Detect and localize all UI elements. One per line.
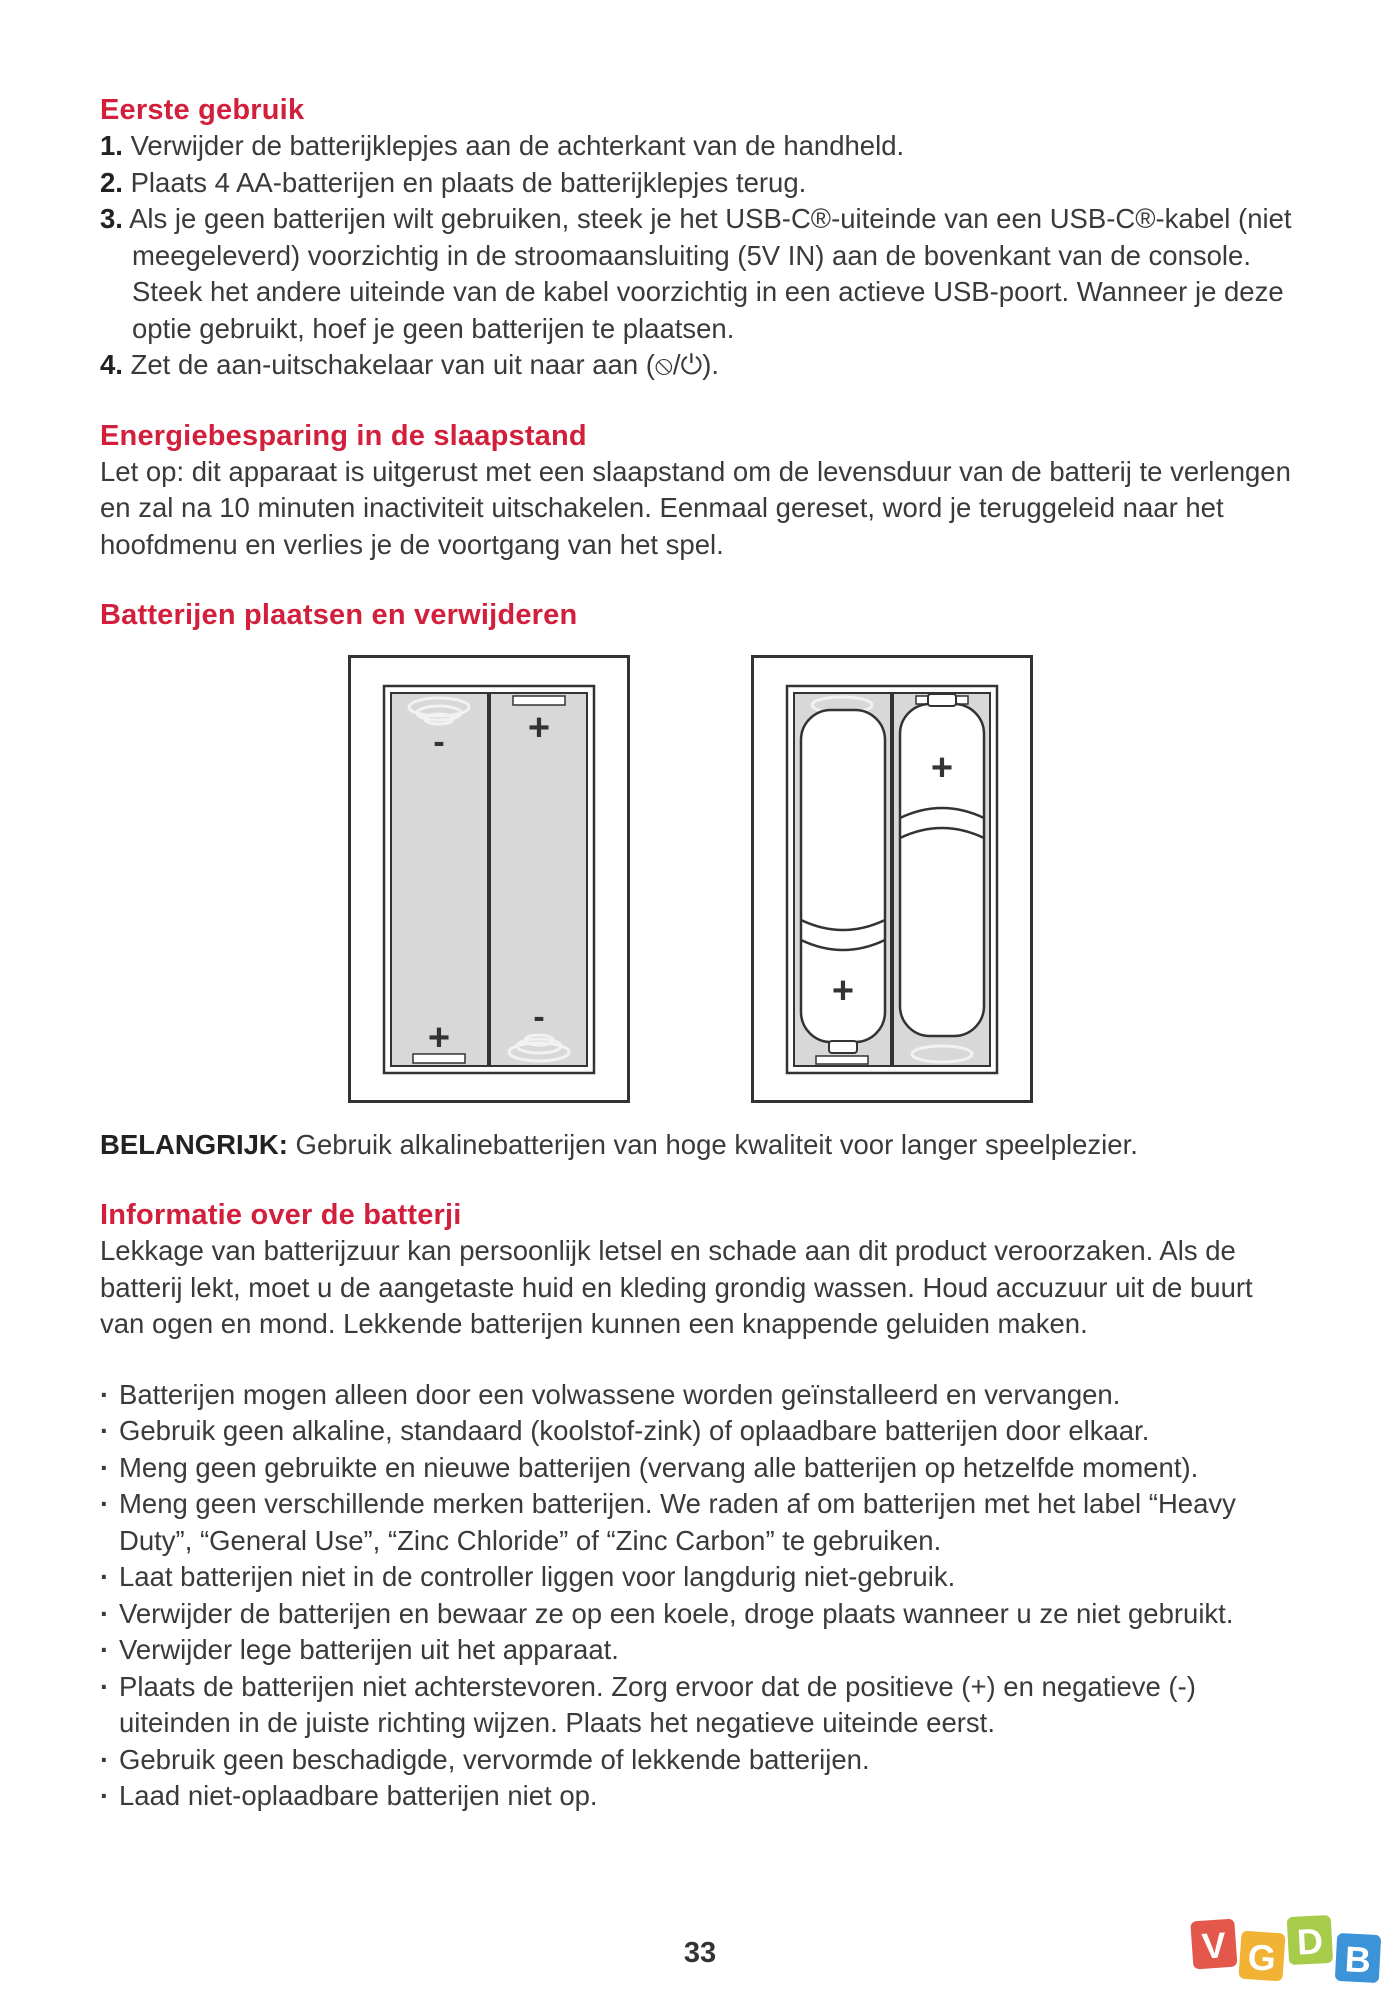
battery-info-text: Lekkage van batterijzuur kan persoonlijk letsel en schade aan dit product veroorzaken. Als de batterij lekt, moet u de aangetaste huid en kleding grondig wassen. Houd accuzuur uit de buurt van ogen en mond. Lekkende batterijen kunnen een knappende geluiden maken. [100,1235,1253,1339]
step-item [100,347,1300,384]
step-number: 4. [100,349,123,380]
heading-first-use: Eerste gebruik [100,94,305,126]
flat-contact [513,696,565,705]
battery-warnings-list [100,1377,1300,1815]
important-text: Gebruik alkalinebatterijen van hoge kwaliteit voor langer speelplezier. [287,1129,1138,1160]
first-use-steps [100,128,1300,384]
svg-text:B: B [1343,1938,1372,1981]
step-item [100,165,1300,202]
step-text: Zet de aan-uitschakelaar van uit naar aan (⦸/⏻). [130,349,720,380]
heading-battery-info: Informatie over de batterji [100,1199,462,1231]
inserted-batteries-figure [751,655,1033,1103]
empty-battery-compartment-figure [348,655,630,1103]
minus-sign: - [433,723,445,761]
plus-sign: + [527,707,551,749]
list-item: · Laat batterijen niet in de controller liggen voor langdurig niet-gebruik. [100,1559,1300,1596]
svg-text:G: G [1246,1936,1278,1979]
list-item: · Verwijder de batterijen en bewaar ze op een koele, droge plaats wanneer u ze niet gebruikt. [100,1596,1300,1633]
step-item [100,201,1300,347]
step-number: 1. [100,130,123,161]
minus-sign: - [533,998,545,1036]
step-text: Als je geen batterijen wilt gebruiken, steek je het USB-C®-uiteinde van een USB-C®-kabel (niet meegeleverd) voorzichtig in de stroomaansluiting (5V IN) aan de bovenkant van de console. Steek het andere uiteinde van de kabel voorzichtig in een actieve USB-poort. Wanneer je deze optie gebruikt, hoef je geen batterijen te plaatsen. [129,203,1292,344]
vgdb-logo [1186,1906,1392,1992]
important-note [100,1127,1300,1163]
step-item [100,128,1300,165]
plus-sign: + [831,970,855,1012]
step-text: Plaats 4 AA-batterijen en plaats de batterijklepjes terug. [130,166,807,198]
inserted-batteries-diagram [754,658,1030,1100]
list-item: · Gebruik geen beschadigde, vervormde of lekkende batterijen. [100,1742,1300,1779]
aa-battery-right [900,694,984,1036]
heading-sleep-mode: Energiebesparing in de slaapstand [100,419,587,452]
list-item: · Verwijder lege batterijen uit het apparaat. [100,1632,1300,1669]
heading-batteries-install: Batterijen plaatsen en verwijderen [100,599,578,631]
list-item: · Laad niet-oplaadbare batterijen niet op. [100,1778,1300,1815]
aa-battery-left [801,710,885,1053]
manual-page [100,92,1300,1815]
empty-compartment-diagram [351,658,627,1100]
svg-text:V: V [1200,1924,1228,1967]
list-item: · Gebruik geen alkaline, standaard (koolstof-zink) of oplaadbare batterijen door elkaar. [100,1413,1300,1450]
important-label: BELANGRIJK: [100,1129,288,1160]
step-number: 3. [100,203,123,234]
page-number: 33 [683,1937,717,1969]
sleep-mode-text: Let op: dit apparaat is uitgerust met een slaapstand om de levensduur van de batterij te verlengen en zal na 10 minuten inactiviteit uitschakelen. Eenmaal gereset, word je teruggeleid naar het hoofdmenu en verlies je de voortgang van het spel. [100,455,1291,560]
svg-text:D: D [1295,1920,1325,1963]
battery-figures [100,633,1300,1103]
plus-sign: + [427,1017,451,1059]
step-number: 2. [100,166,123,198]
list-item: · Meng geen gebruikte en nieuwe batterijen (vervang alle batterijen op hetzelfde moment). [100,1450,1300,1487]
step-text: Verwijder de batterijklepjes aan de achterkant van de handheld. [130,130,905,161]
plus-sign: + [930,747,954,789]
list-item: · Meng geen verschillende merken batterijen. We raden af om batterijen met het label “Heavy Duty”, “General Use”, “Zinc Chloride” of “Zinc Carbon” te gebruiken. [100,1486,1300,1559]
list-item: · Batterijen mogen alleen door een volwassene worden geïnstalleerd en vervangen. [100,1377,1300,1414]
list-item: · Plaats de batterijen niet achterstevoren. Zorg ervoor dat de positieve (+) en negatieve (-) uiteinden in de juiste richting wijzen. Plaats het negatieve uiteinde eerst. [100,1669,1300,1742]
